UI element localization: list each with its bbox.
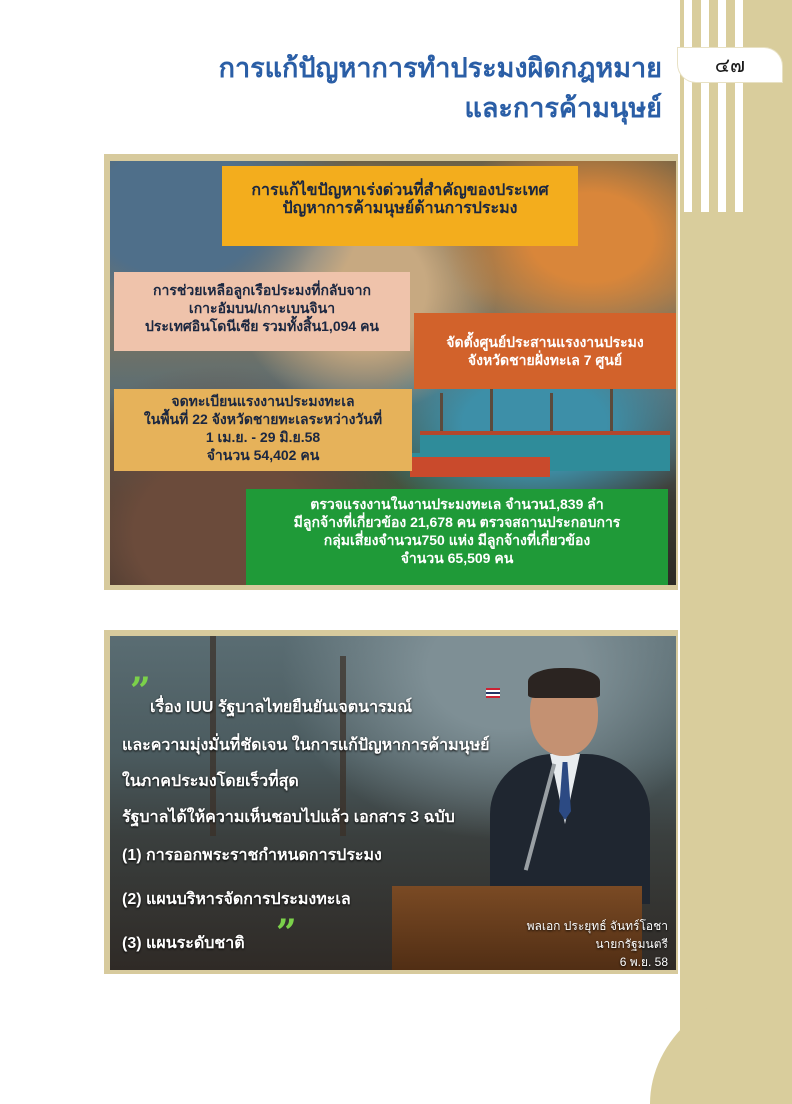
urgent-issue-banner: การแก้ไขปัญหาเร่งด่วนที่สำคัญของประเทศ ปัญหาการค้ามนุษย์ด้านการประมง [222, 166, 578, 246]
quote-line: รัฐบาลได้ให้ความเห็นชอบไปแล้ว เอกสาร 3 ฉบับ [122, 809, 455, 826]
infographic-panel [104, 154, 678, 590]
open-quote-icon: ” [130, 670, 151, 712]
quote-background-image [110, 636, 676, 970]
quote-line: และความมุ่งมั่นที่ชัดเจน ในการแก้ปัญหาการค้ามนุษย์ [122, 737, 490, 754]
close-quote-icon: ” [276, 912, 297, 954]
quote-date: 6 พ.ย. 58 [619, 955, 668, 969]
worker-registration-banner: จดทะเบียนแรงงานประมงทะเล ในพื้นที่ 22 จังหวัดชายทะเลระหว่างวันที่ 1 เม.ย. - 29 มิ.ย.58 จำนวน 54,402 คน [114, 389, 412, 471]
page-number: ๔๗ [678, 48, 782, 82]
stripe-decoration [680, 0, 760, 212]
quote-line: (3) แผนระดับชาติ [122, 935, 245, 952]
flag-icon [486, 688, 500, 698]
crew-assistance-banner: การช่วยเหลือลูกเรือประมงที่กลับจาก เกาะอัมบน/เกาะเบนจินา ประเทศอินโดนีเซีย รวมทั้งสิ้น1,094 คน [114, 272, 410, 351]
quote-line: (2) แผนบริหารจัดการประมงทะเล [122, 891, 351, 908]
labor-inspection-banner: ตรวจแรงงานในงานประมงทะเล จำนวน1,839 ลำ มีลูกจ้างที่เกี่ยวข้อง 21,678 คน ตรวจสถานประกอบการ กลุ่มเสี่ยงจำนวน750 แห่ง มีลูกจ้างที่เกี่ยวข้อง จำนวน 65,509 คน [246, 489, 668, 585]
fishing-collage-image [110, 161, 676, 585]
quote-line: เรื่อง IUU รัฐบาลไทยยืนยันเจตนารมณ์ [150, 699, 413, 716]
quote-panel [104, 630, 678, 974]
page-title-line-1: การแก้ปัญหาการทำประมงผิดกฎหมาย [218, 53, 662, 83]
page-title-line-2: และการค้ามนุษย์ [464, 93, 662, 123]
labor-center-banner: จัดตั้งศูนย์ประสานแรงงานประมง จังหวัดชายฝั่งทะเล 7 ศูนย์ [414, 313, 676, 389]
speaker-photo [480, 666, 660, 906]
quote-line: ในภาคประมงโดยเร็วที่สุด [122, 773, 299, 790]
speaker-position: นายกรัฐมนตรี [595, 937, 668, 951]
quote-line: (1) การออกพระราชกำหนดการประมง [122, 847, 382, 864]
speaker-name: พลเอก ประยุทธ์ จันทร์โอชา [526, 919, 668, 933]
